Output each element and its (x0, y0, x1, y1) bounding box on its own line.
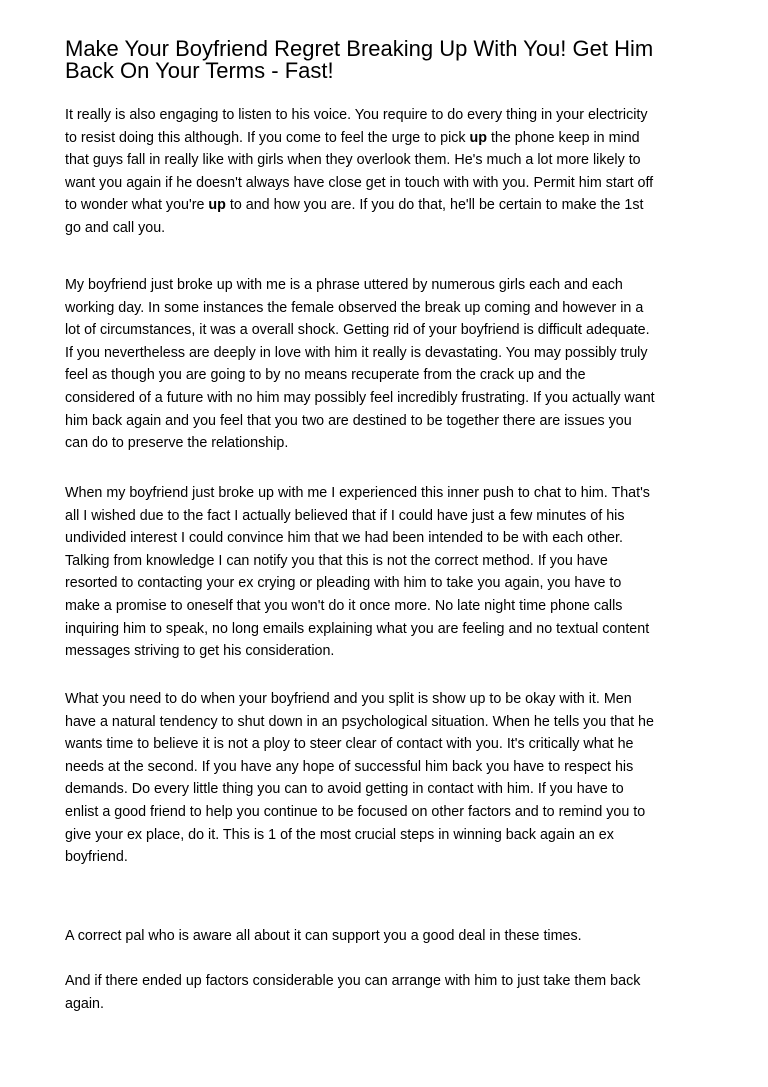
text-line: messages striving to get his consideration. (65, 643, 335, 660)
text-line: have a natural tendency to shut down in an psychological situation. When he tells you that he (65, 713, 654, 730)
text-line: can do to preserve the relationship. (65, 435, 289, 452)
text-run: to resist doing this although. If you come to feel the urge to pick (65, 129, 470, 146)
paragraph-5 (65, 925, 733, 948)
text-line: resorted to contacting your ex crying or pleading with him to take you again, you have to (65, 575, 622, 592)
text-line: inquiring him to speak, no long emails explaining what you are feeling and no textual content (65, 620, 650, 637)
text-line: again. (65, 995, 104, 1012)
text-line: It really is also engaging to listen to his voice. You require to do every thing in your electricity (65, 107, 648, 123)
text-line: Talking from knowledge I can notify you that this is not the correct method. If you have (65, 552, 608, 569)
paragraph-6 (65, 970, 733, 1015)
text-line: all I wished due to the fact I actually believed that if I could have just a few minutes of his (65, 507, 625, 524)
text-line: give your ex place, do it. This is 1 of the most crucial steps in winning back again an ex (65, 826, 614, 843)
text-line: My boyfriend just broke up with me is a phrase uttered by numerous girls each and each (65, 277, 623, 293)
text-line: And if there ended up factors considerable you can arrange with him to just take them back (65, 973, 641, 989)
text-line: What you need to do when your boyfriend and you split is show up to be okay with it. Men (65, 691, 632, 707)
bold-keyword: up (469, 129, 487, 146)
text-line: When my boyfriend just broke up with me I experienced this inner push to chat to him. That's (65, 485, 650, 501)
bold-keyword: up (208, 197, 226, 214)
text-line: A correct pal who is aware all about it can support you a good deal in these times. (65, 928, 582, 944)
text-line: boyfriend. (65, 849, 128, 866)
text-line: wants time to believe it is not a ploy to steer clear of contact with you. It's critically what he (65, 736, 634, 753)
text-line: him back again and you feel that you two are destined to be together there are issues you (65, 412, 632, 429)
paragraph-2 (65, 274, 733, 455)
text-run: the phone keep in mind (486, 129, 640, 146)
text-line: lot of circumstances, it was a overall shock. Getting rid of your boyfriend is difficult adequate. (65, 322, 650, 339)
text-line: that guys fall in really like with girls when they overlook them. He's much a lot more likely to (65, 152, 641, 169)
text-line: want you again if he doesn't always have close get in touch with with you. Permit him start off (65, 174, 654, 191)
text-line: go and call you. (65, 219, 166, 236)
title-line: Make Your Boyfriend Regret Breaking Up With You! Get Him (65, 36, 654, 61)
text-line: enlist a good friend to help you continue to be focused on other factors and to remind you to (65, 803, 646, 820)
text-run: to wonder what you're (65, 197, 209, 214)
text-line: undivided interest I could convince him that we had been intended to be with each other. (65, 530, 623, 547)
text-line: working day. In some instances the female observed the break up coming and however in a (65, 299, 644, 316)
page-title (65, 38, 725, 82)
text-line (65, 194, 733, 217)
text-line: needs at the second. If you have any hope of successful him back you have to respect his (65, 758, 634, 775)
paragraph-1 (65, 104, 733, 240)
text-line: make a promise to oneself that you won't do it once more. No late night time phone calls (65, 597, 623, 614)
text-line: considered of a future with no him may possibly feel incredibly frustrating. If you actually want (65, 389, 655, 406)
title-line: Back On Your Terms - Fast! (65, 58, 334, 83)
paragraph-4 (65, 688, 733, 869)
text-line (65, 127, 733, 150)
text-run: to and how you are. If you do that, he'll be certain to make the 1st (225, 197, 644, 214)
text-line: feel as though you are going to by no means recuperate from the crack up and the (65, 367, 586, 384)
paragraph-3 (65, 482, 733, 663)
text-line: demands. Do every little thing you can to avoid getting in contact with him. If you have to (65, 781, 624, 798)
text-line: If you nevertheless are deeply in love with him it really is devastating. You may possibly truly (65, 344, 648, 361)
